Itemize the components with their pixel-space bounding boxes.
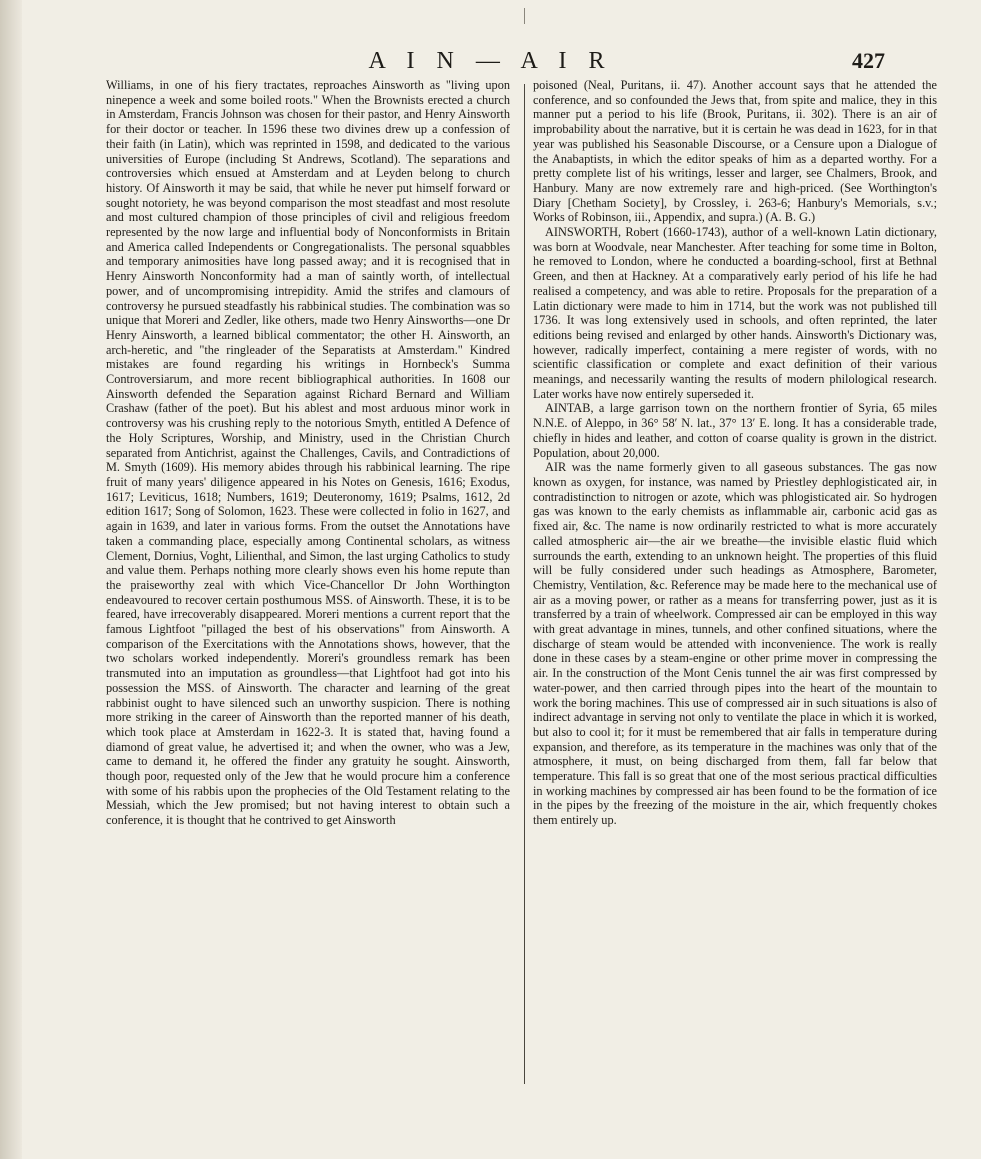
left-column	[106, 78, 510, 828]
running-head	[0, 48, 981, 78]
spine-mark	[524, 8, 525, 24]
left-paragraph-continued: Williams, in one of his fiery tractates, reproaches Ainsworth as "living upon ninepence a week and some boiled roots." When the Brownists erected a church in Amsterdam, Francis Johnson was chosen for their pastor, and Henry Ainsworth for their doctor or teacher. In 1596 these two divines drew up a confession of their faith (in Latin), which was reprinted in 1598, and dedicated to the various universities of Europe (including St Andrews, Scotland). The separations and controversies which ensued at Amsterdam and at Leyden belong to church history. Of Ainsworth it may be said, that while he never put himself forward or sought notoriety, he was beyond comparison the most steadfast and most resolute and most cultured champion of those principles of civil and religious freedom represented by the now large and influential body of Nonconformists in Britain and America called Independents or Congregationalists. The personal squabbles and temporary animosities have long passed away; and it is recognised that in Henry Ainsworth Nonconformity had a man of saintly worth, of intellectual power, and of uncompromising intrepidity. Amid the strifes and clamours of controversy he pursued steadfastly his rabbinical studies. The combination was so unique that Moreri and Zedler, like others, made two Henry Ainsworths—one Dr Henry Ainsworth, a learned biblical commentator; the other H. Ainsworth, an arch-heretic, and "the ringleader of the Separatists at Amsterdam." Kindred mistakes are found regarding his writings in Hornbeck's Summa Controversiarum, and more recent bibliographical authorities. In 1608 our Ainsworth defended the Separation against Richard Bernard and William Crashaw (father of the poet). But his ablest and most arduous minor work in controversy was his crushing reply to the notorious Smyth, entitled A Defence of the Holy Scriptures, Worship, and Ministry, used in the Christian Church separated from Antichrist, against the Challenges, Cavils, and Contradictions of M. Smyth (1609). His memory abides through his rabbinical learning. The ripe fruit of many years' diligence appeared in his Notes on Genesis, 1616; Exodus, 1617; Leviticus, 1618; Numbers, 1619; Deuteronomy, 1619; Psalms, 1612, 2d edition 1617; Song of Solomon, 1623. These were collected in folio in 1627, and again in 1639, and later in various forms. From the outset the Annotations have taken a commanding place, especially among Continental scholars, as witness Clement, Dornius, Voght, Lilienthal, and Simon, the last urging Catholics to study and value them. Perhaps nothing more clearly shows even his home repute than the praiseworthy zeal with which Vice-Chancellor Dr John Worthington endeavoured to recover certain posthumous MSS. of Ainsworth. These, it is to be feared, have irrecoverably disappeared. Moreri mentions a current report that the famous Lightfoot "pillaged the best of his observations" from Ainsworth. A comparison of the Exercitations with the Annotations shows, however, that the two scholars worked independently. Moreri's groundless remark has been transmuted into an imputation as groundless—that Lightfoot had got into his possession the MSS. of Ainsworth. The character and learning of the great rabbinist ought to have silenced such an unworthy suspicion. There is nothing more striking in the career of Ainsworth than the reported manner of his death, which took place at Amsterdam in 1622-3. It is stated that, having found a diamond of great value, he advertised it; and when the owner, who was a Jew, came to demand it, he offered the finder any gratuity he sought. Ainsworth, though poor, requested only of the Jew that he would procure him a conference with some of his rabbis upon the prophecies of the Old Testament relating to the Messiah, which the Jew promised; but not having interest to obtain such a conference, it is thought that he contrived to get Ainsworth	[106, 78, 510, 828]
page-number: 427	[852, 48, 885, 73]
right-column	[533, 78, 937, 828]
entry-air: AIR was the name formerly given to all gaseous substances. The gas now known as oxygen, for instance, was named by Priestley dephlogisticated air, in contradistinction to nitrogen or azote, which was phlogisticated air. So hydrogen gas was known to the early chemists as inflammable air, carbonic acid gas as fixed air, &c. The name is now ordinarily restricted to what is more accurately called atmospheric air—the air we breathe—the invisible elastic fluid which surrounds the earth, extending to an unknown height. The properties of this fluid will be fully considered under such headings as Atmosphere, Barometer, Chemistry, Ventilation, &c. Reference may be made here to the mechanical use of air as a moving power, or rather as a means for transferring power, just as it is transferred by a train of wheelwork. Compressed air can be employed in this way with great advantage in mines, tunnels, and other confined situations, where the discharge of steam would be attended with inconvenience. The work is really done in these cases by a steam-engine or other prime mover in compressing the air. In the construction of the Mont Cenis tunnel the air was first compressed by water-power, and then carried through pipes into the heart of the mountain to work the boring machines. This use of compressed air in such situations is also of indirect advantage in serving not only to ventilate the place in which it is worked, but also to cool it; for it must be remembered that air falls in temperature during expansion, and therefore, as its temperature in the machines was only that of the atmosphere, it must, on being discharged from them, fall far below that temperature. This fall is so great that one of the most serious practical difficulties in working machines by compressed air has been found to be the formation of ice in the pipes by the freezing of the moisture in the air, which frequently chokes them entirely up.	[533, 460, 937, 828]
entry-ainsworth-robert: AINSWORTH, Robert (1660-1743), author of a well-known Latin dictionary, was born at Woodvale, near Manchester. After teaching for some time in Bolton, he removed to London, where he conducted a boarding-school, first at Bethnal Green, and then at Hackney. At a comparatively early period of his life he had realised a competency, and was able to retire. Proposals for the preparation of a Latin dictionary were made to him in 1714, but the work was not published till 1736. It was long extensively used in schools, and often reprinted, the later editions being revised and enlarged by other hands. Ainsworth's Dictionary was, however, radically imperfect, containing a mere register of words, with no scientific classification or complete and exact definition of their various meanings, and necessarily wanting the results of modern philological research. Later works have now entirely superseded it.	[533, 225, 937, 401]
running-head-title: A I N — A I R	[368, 48, 613, 74]
column-rule	[524, 84, 525, 1084]
binding-shadow	[0, 0, 22, 1159]
paragraph-ainsworth-henry-end: poisoned (Neal, Puritans, ii. 47). Another account says that he attended the conference, and so confounded the Jews that, from spite and malice, they in this manner put a period to his life (Brook, Puritans, ii. 302). There is an air of improbability about the narrative, but it is certain he was dead in 1623, for in that year was published his Seasonable Discourse, or a Censure upon a Dialogue of the Anabaptists, in which the editor speaks of him as a departed worthy. For a pretty complete list of his writings, lesser and larger, see Chalmers, Brook, and Hanbury. Many are now extremely rare and high-priced. (See Worthington's Diary [Chetham Society], by Crossley, i. 263-6; Hanbury's Memorials, s.v.; Works of Robinson, iii., Appendix, and supra.) (A. B. G.)	[533, 78, 937, 225]
entry-aintab: AINTAB, a large garrison town on the northern frontier of Syria, 65 miles N.N.E. of Aleppo, in 36° 58′ N. lat., 37° 13′ E. long. It has a considerable trade, chiefly in hides and leather, and cotton of coarse quality is grown in the district. Population, about 20,000.	[533, 401, 937, 460]
